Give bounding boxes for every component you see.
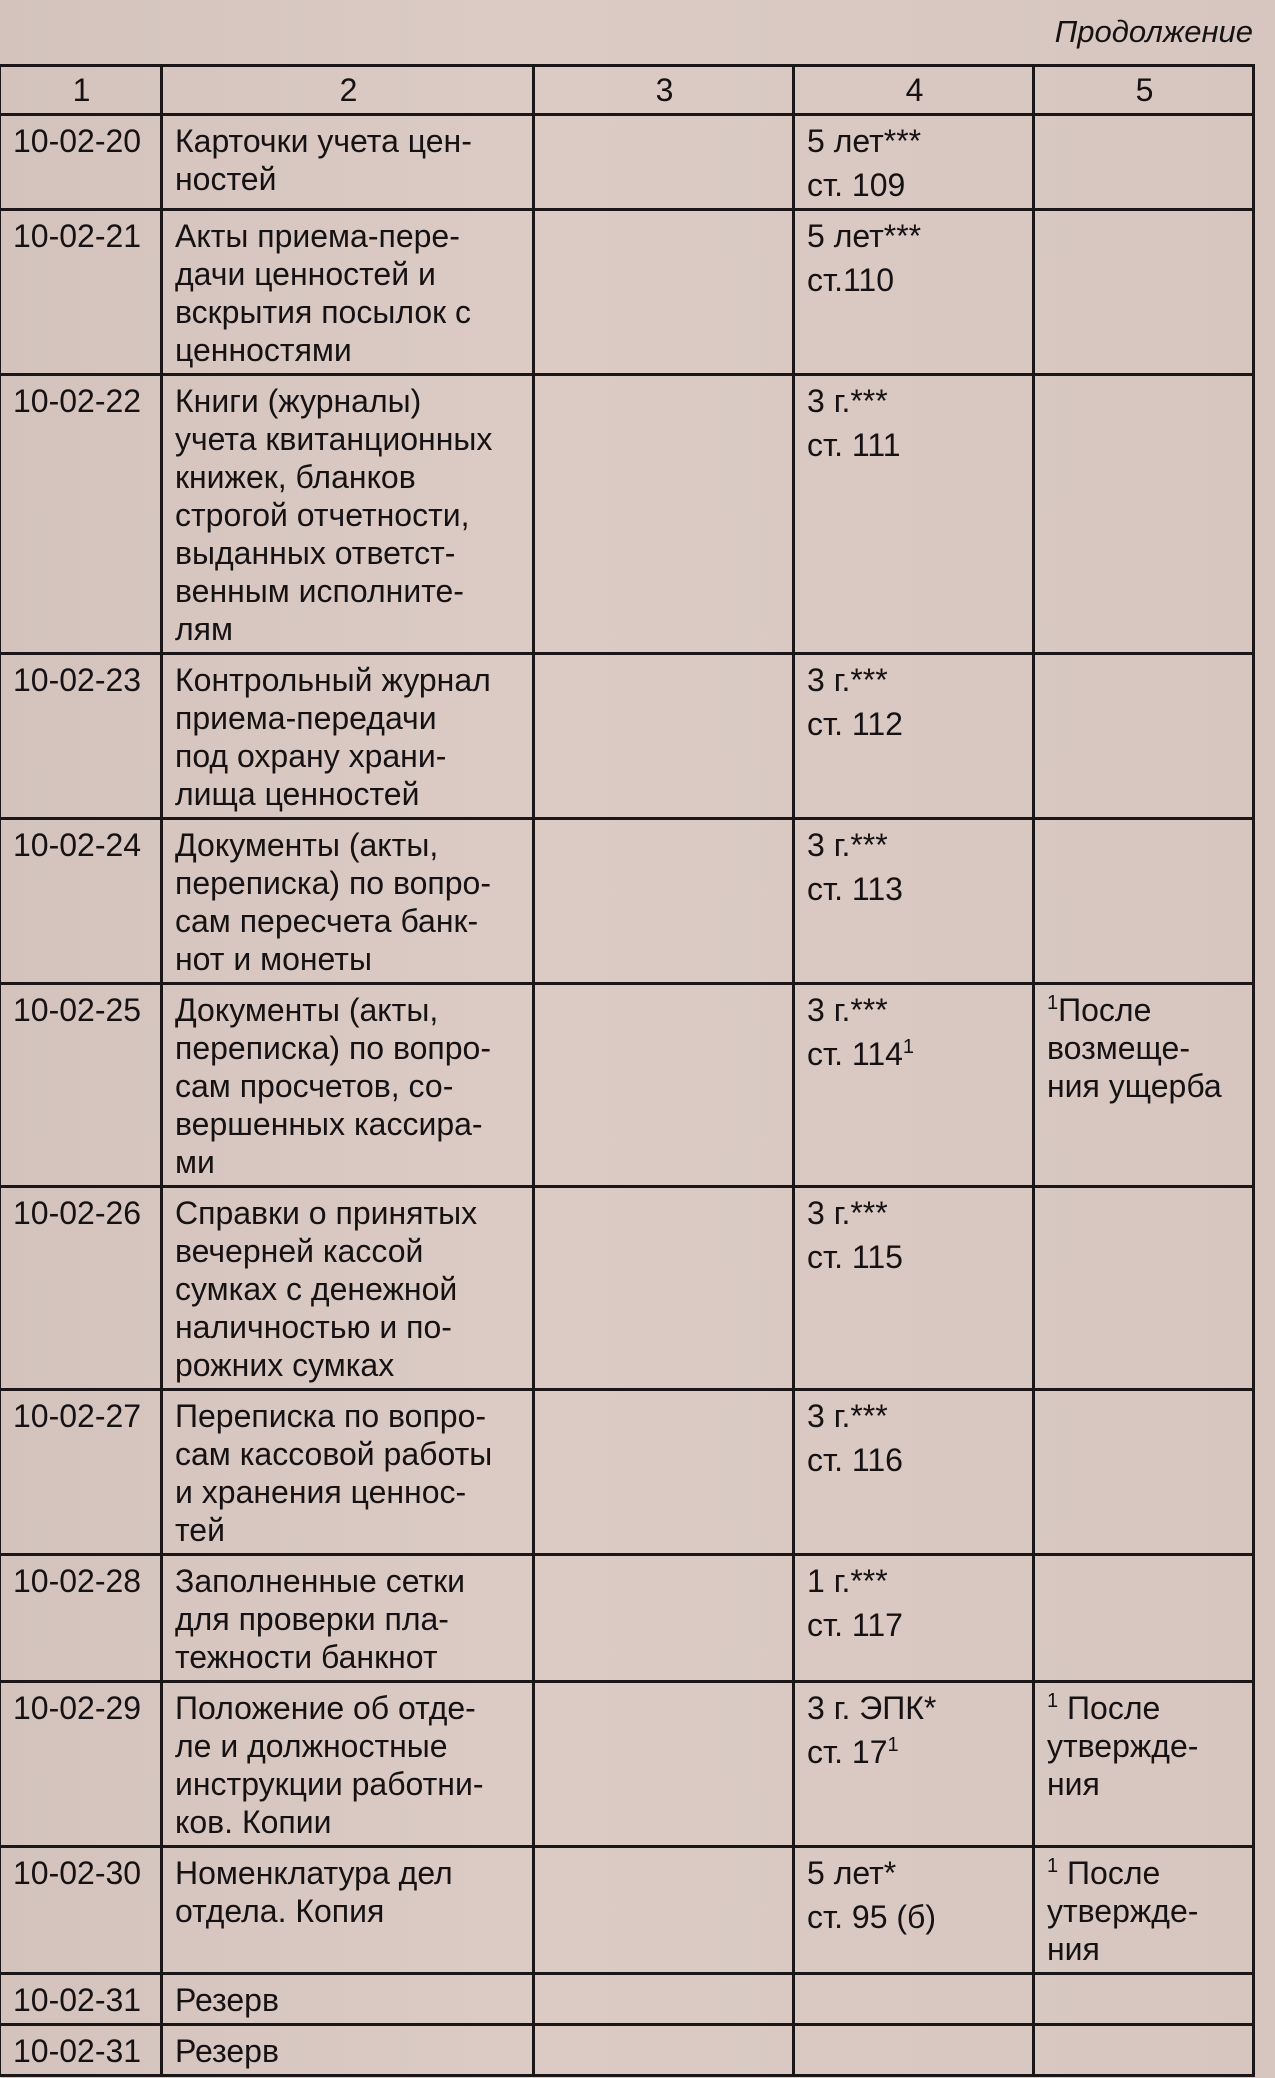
case-count-cell [534,2025,794,2076]
case-count-cell [534,1187,794,1390]
article-reference [807,261,1022,299]
retention-term-cell [794,1187,1034,1390]
note-text: После утвержде- ния [1047,1855,1199,1967]
note-cell [1034,654,1254,819]
retention-term: 1 г.*** [807,1563,888,1599]
article-number: ст. 111 [807,427,901,463]
note-cell [1034,984,1254,1187]
case-title: Номенклатура дел отдела. Копия [162,1847,534,1974]
case-index: 10-02-24 [0,819,162,984]
footnote-marker: 1 [1047,1690,1059,1712]
case-title: Положение об отде- ле и должностные инструкции работни- ков. Копии [162,1682,534,1847]
case-title: Резерв [162,2025,534,2076]
case-count-cell [534,1682,794,1847]
table-row [0,1187,1254,1390]
article-reference [807,1035,1022,1073]
case-count-cell [534,375,794,654]
article-reference [807,1238,1022,1276]
case-index: 10-02-30 [0,1847,162,1974]
note-cell [1034,375,1254,654]
case-title: Карточки учета цен- ностей [162,115,534,210]
retention-term: 3 г.*** [807,827,888,863]
case-index: 10-02-20 [0,115,162,210]
retention-term-cell [794,654,1034,819]
case-index: 10-02-29 [0,1682,162,1847]
case-count-cell [534,1555,794,1682]
retention-term-cell [794,1555,1034,1682]
case-count-cell [534,819,794,984]
retention-term: 3 г.*** [807,992,888,1028]
case-index: 10-02-31 [0,1974,162,2025]
column-header-3: 3 [534,66,794,115]
table-row [0,1974,1254,2025]
retention-term: 3 г.*** [807,1398,888,1434]
note-cell [1034,1555,1254,1682]
case-count-cell [534,1974,794,2025]
article-reference [807,166,1022,204]
table-row [0,2025,1254,2076]
article-reference [807,1441,1022,1479]
case-title: Заполненные сетки для проверки пла- тежности банкнот [162,1555,534,1682]
column-header-2: 2 [162,66,534,115]
note-cell [1034,819,1254,984]
article-number: ст. 115 [807,1239,903,1275]
retention-term-cell [794,210,1034,375]
note-text: После возмеще- ния ущерба [1047,992,1222,1104]
article-reference [807,870,1022,908]
table-row [0,1390,1254,1555]
note-cell [1034,1974,1254,2025]
article-number: ст. 116 [807,1442,903,1478]
case-count-cell [534,115,794,210]
case-index: 10-02-28 [0,1555,162,1682]
footnote-marker: 1 [902,1036,915,1058]
article-number: ст. 114 [807,1036,903,1072]
table-header-row [0,66,1254,115]
retention-term-cell [794,375,1034,654]
article-number: ст. 112 [807,706,903,742]
case-index: 10-02-25 [0,984,162,1187]
case-index: 10-02-26 [0,1187,162,1390]
case-index: 10-02-27 [0,1390,162,1555]
nomenclature-table [0,64,1255,2077]
note-cell [1034,1390,1254,1555]
case-title: Документы (акты, переписка) по вопро- сам пересчета банк- нот и монеты [162,819,534,984]
table-row [0,375,1254,654]
retention-term-cell [794,1682,1034,1847]
table-row [0,210,1254,375]
article-reference [807,426,1022,464]
article-reference [807,1733,1022,1771]
table-row [0,654,1254,819]
article-number: ст. 117 [807,1607,903,1643]
retention-term: 3 г.*** [807,1195,888,1231]
case-title: Справки о принятых вечерней кассой сумках с денежной наличностью и по- рожних сумках [162,1187,534,1390]
footnote-marker: 1 [887,1734,899,1756]
retention-term: 3 г.*** [807,383,888,419]
retention-term: 5 лет* [807,1855,897,1891]
case-index: 10-02-22 [0,375,162,654]
case-index: 10-02-21 [0,210,162,375]
column-header-4: 4 [794,66,1034,115]
article-number: ст. 113 [807,871,903,907]
case-count-cell [534,1847,794,1974]
retention-term-cell [794,1847,1034,1974]
case-title: Контрольный журнал приема-передачи под охрану храни- лища ценностей [162,654,534,819]
retention-term-cell [794,1390,1034,1555]
retention-term: 3 г. ЭПК* [807,1690,937,1726]
column-header-5: 5 [1034,66,1254,115]
table-row [0,1555,1254,1682]
article-number: ст. 17 [807,1734,888,1770]
note-cell [1034,2025,1254,2076]
note-cell [1034,1682,1254,1847]
article-number: ст.110 [807,262,895,298]
case-count-cell [534,984,794,1187]
table-row [0,115,1254,210]
note-cell [1034,1847,1254,1974]
note-cell [1034,210,1254,375]
article-reference [807,1606,1022,1644]
case-title: Акты приема-пере- дачи ценностей и вскрытия посылок с ценностями [162,210,534,375]
footnote-marker: 1 [1047,1855,1059,1877]
retention-term-cell [794,819,1034,984]
note-cell [1034,115,1254,210]
retention-term: 3 г.*** [807,662,888,698]
continuation-label: Продолжение [1054,14,1253,49]
retention-term: 5 лет*** [807,218,922,254]
table-row [0,1847,1254,1974]
case-index: 10-02-31 [0,2025,162,2076]
case-count-cell [534,654,794,819]
table-row [0,819,1254,984]
case-index: 10-02-23 [0,654,162,819]
table-row [0,1682,1254,1847]
retention-term-cell [794,2025,1034,2076]
case-title: Документы (акты, переписка) по вопро- сам просчетов, со- вершенных кассира- ми [162,984,534,1187]
table-body [0,115,1254,2076]
retention-term-cell [794,1974,1034,2025]
footnote-marker: 1 [1047,992,1059,1014]
article-number: ст. 95 (б) [807,1899,937,1935]
article-reference [807,705,1022,743]
case-title: Резерв [162,1974,534,2025]
article-number: ст. 109 [807,167,906,203]
case-title: Переписка по вопро- сам кассовой работы и хранения ценнос- тей [162,1390,534,1555]
case-count-cell [534,1390,794,1555]
retention-term: 5 лет*** [807,123,922,159]
retention-term-cell [794,984,1034,1187]
note-text: После утвержде- ния [1047,1690,1199,1802]
article-reference [807,1898,1022,1936]
note-cell [1034,1187,1254,1390]
column-header-1: 1 [0,66,162,115]
case-count-cell [534,210,794,375]
table-row [0,984,1254,1187]
retention-term-cell [794,115,1034,210]
case-title: Книги (журналы) учета квитанционных книжек, бланков строгой отчетности, выданных ответст- венным исполните- лям [162,375,534,654]
